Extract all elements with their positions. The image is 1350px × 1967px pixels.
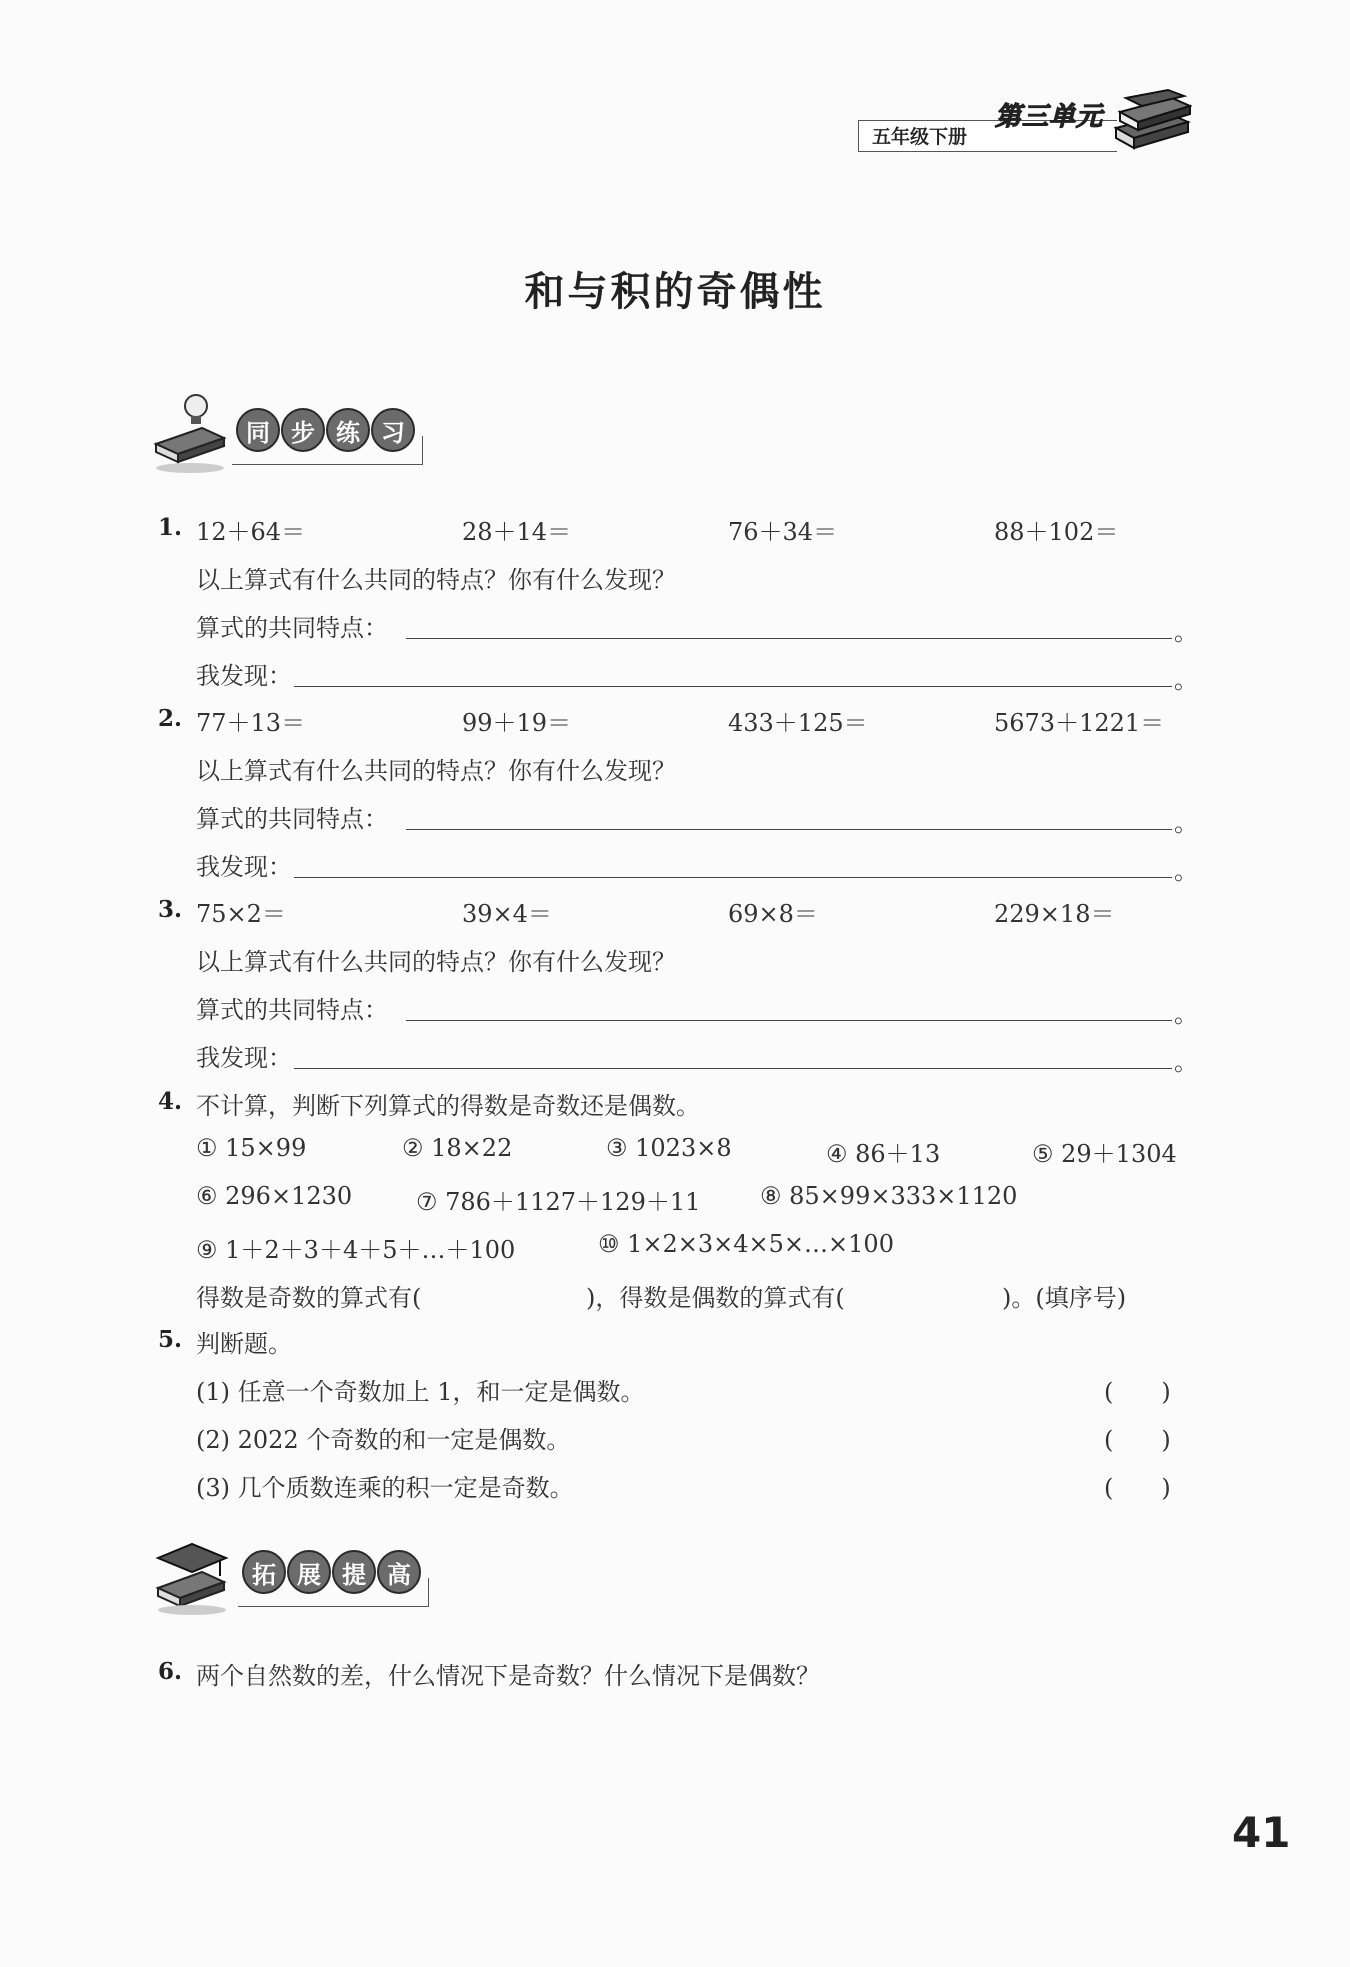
q4-item-1: ① 15×99 [196, 1134, 307, 1162]
q3-expr-4: 229×18＝ [994, 900, 1115, 928]
q2-feature-line [406, 829, 1172, 830]
q1-question: 以上算式有什么共同的特点？你有什么发现？ [196, 566, 676, 594]
q4-item-4: ④ 86＋13 [826, 1140, 941, 1168]
q5-bracket-1: ( ) [1104, 1378, 1171, 1406]
q3-feature-label: 算式的共同特点： [196, 996, 388, 1024]
q2-question: 以上算式有什么共同的特点？你有什么发现？ [196, 757, 676, 785]
q4-item-3: ③ 1023×8 [606, 1134, 732, 1162]
q4-item-8: ⑧ 85×99×333×1120 [760, 1182, 1018, 1210]
q1-finding-period: 。 [1174, 666, 1198, 694]
page-number: 41 [1232, 1808, 1291, 1857]
q1-expr-3: 76＋34＝ [728, 518, 838, 546]
q5-item-3: (3) 几个质数连乘的积一定是奇数。 [196, 1474, 574, 1502]
q3-expr-3: 69×8＝ [728, 900, 818, 928]
q3-question: 以上算式有什么共同的特点？你有什么发现？ [196, 948, 676, 976]
q2-expr-2: 99＋19＝ [462, 709, 572, 737]
q4-answer-odd-label: 得数是奇数的算式有( [196, 1284, 422, 1312]
q2-finding-label: 我发现： [196, 853, 292, 881]
q4-item-7: ⑦ 786＋1127＋129＋11 [416, 1188, 701, 1216]
q4-number: 4. [158, 1088, 183, 1115]
practice-char-2: 步 [281, 408, 325, 452]
q2-finding-line [294, 877, 1172, 878]
q3-finding-label: 我发现： [196, 1044, 292, 1072]
lightbulb-books-icon [152, 388, 230, 474]
practice-char-1: 同 [236, 408, 280, 452]
q5-bracket-2: ( ) [1104, 1426, 1171, 1454]
q1-expr-4: 88＋102＝ [994, 518, 1119, 546]
unit-title: 第三单元 [995, 102, 1104, 132]
grade-label: 五年级下册 [872, 126, 968, 148]
q4-answer-end: )。(填序号) [1002, 1284, 1127, 1312]
extension-char-3: 提 [332, 1550, 376, 1594]
page-title: 和与积的奇偶性 [524, 268, 826, 315]
q4-prompt: 不计算，判断下列算式的得数是奇数还是偶数。 [196, 1092, 700, 1120]
q5-prompt: 判断题。 [196, 1330, 292, 1358]
q4-item-6: ⑥ 296×1230 [196, 1182, 353, 1210]
q1-feature-period: 。 [1174, 618, 1198, 646]
q2-number: 2. [158, 705, 183, 732]
q3-finding-line [294, 1068, 1172, 1069]
q4-item-10: ⑩ 1×2×3×4×5×…×100 [598, 1230, 894, 1258]
q2-expr-1: 77＋13＝ [196, 709, 306, 737]
extension-char-4: 高 [377, 1550, 421, 1594]
q1-number: 1. [158, 514, 183, 541]
q5-item-1: (1) 任意一个奇数加上 1，和一定是偶数。 [196, 1378, 645, 1406]
q6-prompt: 两个自然数的差，什么情况下是奇数？什么情况下是偶数？ [196, 1662, 820, 1690]
q5-bracket-3: ( ) [1104, 1474, 1171, 1502]
q2-feature-label: 算式的共同特点： [196, 805, 388, 833]
q3-expr-1: 75×2＝ [196, 900, 286, 928]
q1-expr-1: 12＋64＝ [196, 518, 306, 546]
q3-number: 3. [158, 896, 183, 923]
q2-expr-4: 5673＋1221＝ [994, 709, 1165, 737]
practice-char-4: 习 [371, 408, 415, 452]
q3-feature-period: 。 [1174, 1000, 1198, 1028]
extension-char-1: 拓 [242, 1550, 286, 1594]
q4-item-2: ② 18×22 [402, 1134, 513, 1162]
extension-char-2: 展 [287, 1550, 331, 1594]
q3-expr-2: 39×4＝ [462, 900, 552, 928]
q4-answer-even-label: )，得数是偶数的算式有( [586, 1284, 845, 1312]
q4-item-9: ⑨ 1＋2＋3＋4＋5＋…＋100 [196, 1236, 516, 1264]
q2-feature-period: 。 [1174, 809, 1198, 837]
q1-finding-line [294, 686, 1172, 687]
q3-finding-period: 。 [1174, 1048, 1198, 1076]
q3-feature-line [406, 1020, 1172, 1021]
q1-finding-label: 我发现： [196, 662, 292, 690]
q1-expr-2: 28＋14＝ [462, 518, 572, 546]
q6-number: 6. [158, 1658, 183, 1685]
q1-feature-line [406, 638, 1172, 639]
graduation-books-icon [152, 1536, 234, 1616]
practice-char-3: 练 [326, 408, 370, 452]
q5-number: 5. [158, 1326, 183, 1353]
q2-finding-period: 。 [1174, 857, 1198, 885]
q1-feature-label: 算式的共同特点： [196, 614, 388, 642]
q5-item-2: (2) 2022 个奇数的和一定是偶数。 [196, 1426, 571, 1454]
q2-expr-3: 433＋125＝ [728, 709, 868, 737]
books-stack-icon [1110, 88, 1192, 158]
q4-item-5: ⑤ 29＋1304 [1032, 1140, 1177, 1168]
